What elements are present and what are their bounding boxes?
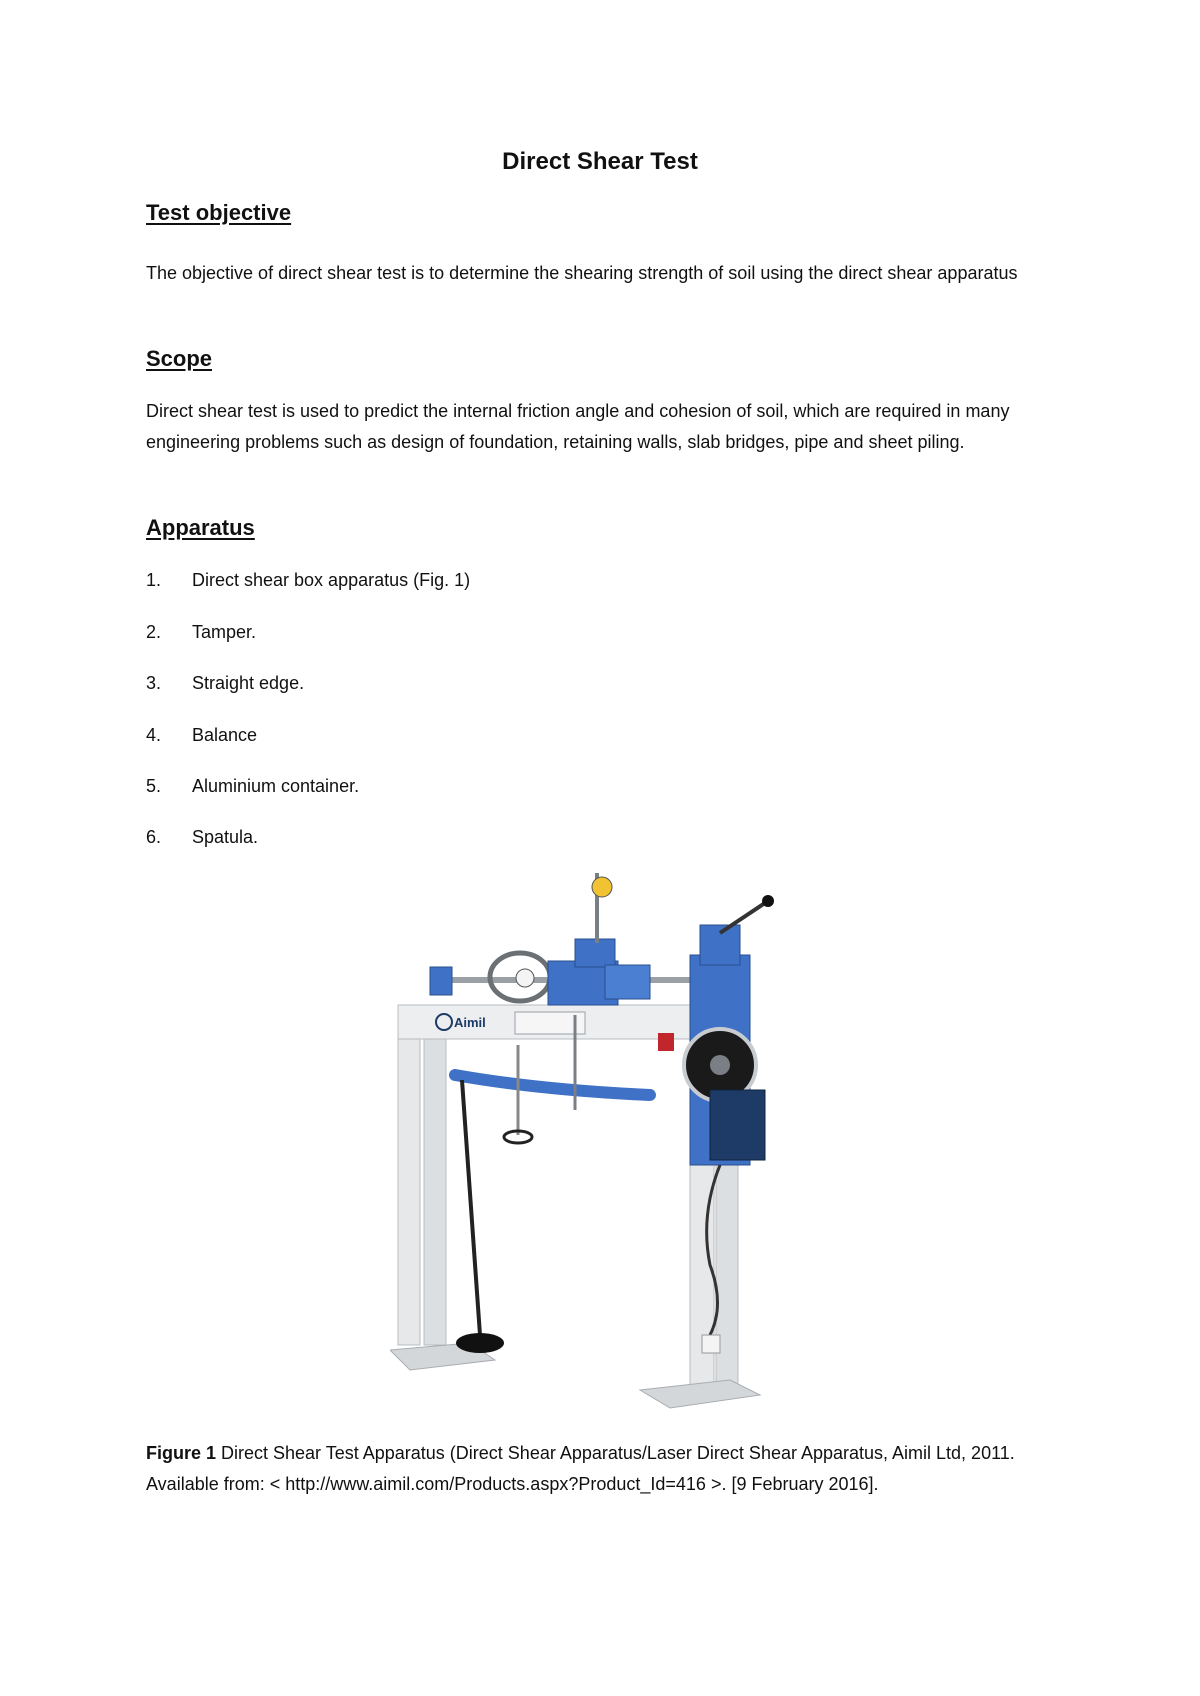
svg-text:Aimil: Aimil <box>454 1015 486 1030</box>
list-text: Aluminium container. <box>192 776 360 796</box>
list-item <box>146 622 256 643</box>
heading-scope: Scope <box>146 346 213 371</box>
apparatus-figure <box>390 865 850 1410</box>
page-title: Direct Shear Test <box>502 148 698 175</box>
list-item <box>146 673 304 694</box>
list-number: 2. <box>146 622 162 642</box>
figure-caption-text: Direct Shear Test Apparatus (Direct Shear Apparatus/Laser Direct Shear Apparatus, Aimil Ltd, 2011. Available from: < http://www.aimil.com/Products.aspx?Product_Id=416 >. [9 February 2016]. <box>146 1443 1015 1494</box>
objective-paragraph: The objective of direct shear test is to determine the shearing strength of soil using the direct shear apparatus <box>146 263 1018 283</box>
heading-apparatus: Apparatus <box>146 515 255 540</box>
figure-label: Figure 1 <box>146 1443 217 1463</box>
list-item <box>146 725 257 746</box>
scope-paragraph: Direct shear test is used to predict the internal friction angle and cohesion of soil, which are required in many engineering problems such as design of foundation, retaining walls, slab bridges, pipe and sheet piling. <box>146 401 1010 452</box>
figure-caption <box>146 1438 1046 1500</box>
list-number: 3. <box>146 673 162 693</box>
list-number: 4. <box>146 725 162 745</box>
list-text: Spatula. <box>192 827 259 847</box>
list-text: Tamper. <box>192 622 257 642</box>
list-item <box>146 827 258 848</box>
direct-shear-apparatus-illustration <box>390 865 850 1410</box>
list-text: Straight edge. <box>192 673 305 693</box>
heading-test-objective: Test objective <box>146 200 292 225</box>
list-item <box>146 570 470 591</box>
list-item <box>146 776 359 797</box>
list-text: Balance <box>192 725 258 745</box>
list-text: Direct shear box apparatus (Fig. 1) <box>192 570 471 590</box>
list-number: 6. <box>146 827 162 847</box>
list-number: 1. <box>146 570 162 590</box>
list-number: 5. <box>146 776 162 796</box>
